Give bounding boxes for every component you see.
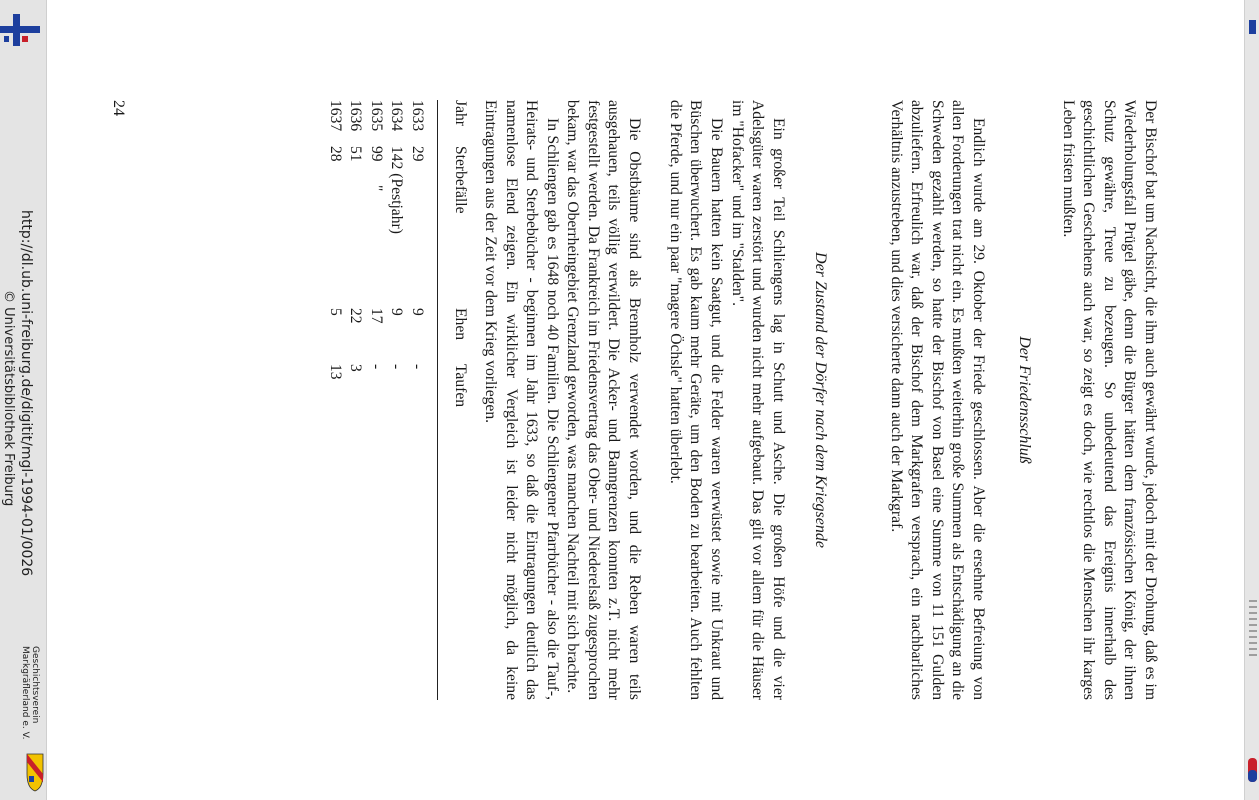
viewer-left-rail [0, 0, 47, 800]
adjacent-crest-icon [1246, 756, 1258, 784]
heading-zustand-doerfer: Der Zustand der Dörfer nach dem Kriegsende [812, 252, 829, 548]
publisher-name [20, 646, 40, 739]
publisher-line-2: Markgräflerland e. V. [20, 646, 30, 740]
ub-logo-icon[interactable] [0, 14, 40, 46]
paragraph-1: Der Bischof bat um Nachsicht, die ihm auch gewährt wurde, jedoch mit der Drohung, daß es im Wiederholungsfall Prügel gäbe, denn die Bürger hätten dem französischen König, der ihnen Schutz gewähre, Treue zu bezeugen. So unbedeutend das Ereignis innerhalb des geschichtlichen Geschehens auch war, so zeigt es doch, wie rechtlos die Menschen ihr karges Leben fristen mußten. [1060, 100, 1159, 700]
cell-marriages: 9 [388, 308, 406, 316]
table-row [366, 100, 387, 700]
paragraph-6: In Schliengen gab es 1648 noch 40 Familien. Die Schliengener Pfarrbücher - also die Tauf-, Heirats- und Sterbebücher - beginnen im Jahr 1633, so daß die Eintragungen deutlich das namenlose Elend zeigen. Ein wirklicher Vergleich ist leider nicht möglich, da keine Eintragungen aus der Zeit vor dem Krieg vorliegen. [482, 100, 561, 700]
header-jahr: Jahr [452, 100, 469, 126]
heading-friedensschluss: Der Friedensschluß [1016, 336, 1033, 464]
table-row [386, 100, 407, 700]
cell-deaths: 99 " [368, 146, 385, 192]
table-row [345, 100, 366, 700]
cell-year: 1637 [327, 100, 344, 132]
header-ehen: Ehen [452, 308, 469, 341]
paragraph-3: Ein großer Teil Schliengens lag in Schutt und Asche. Die großen Höfe und die vier Adelsgüter waren zerstört und wurden nicht mehr aufgebaut. Das gilt vor allem für die Häuser im "Hofacker" und im "Stalden". [729, 100, 787, 700]
crest-icon[interactable] [26, 752, 44, 792]
paragraph-5: Die Obstbäume sind als Brennholz verwendet worden, und die Reben waren teils ausgehauen, teils völlig verwildert. Die Acker- und Banngrenzen konnten z.T. nicht mehr festgestellt werden. Da Frankreich im Friedensvertrag das Ober- und Niederelsaß zugesprochen bekam, war das Oberrheingebiet Grenzland geworden, was manchen Nachteil mit sich brachte. [564, 100, 643, 700]
page-number: 24 [110, 100, 127, 116]
statistics-table [325, 100, 471, 700]
copyright-notice: © Universitätsbibliothek Freiburg [1, 290, 16, 507]
header-sterbefaelle: Sterbefälle [452, 146, 469, 214]
cell-deaths: 142 (Pestjahr) [388, 146, 406, 234]
viewer-right-rail [1244, 0, 1259, 800]
cell-baptisms: 3 [347, 364, 365, 372]
paragraph-2: Endlich wurde am 29. Oktober der Friede geschlossen. Aber die ersehnte Befreiung von allen Forderungen trat nicht ein. Es mußten weiterhin große Summen als Entschädigung an die Schweden gezahlt werden, so hatte der Bischof von Basel eine Summe von 11 151 Gulden abzuliefern. Erfreulich war, daß der Bischof dem Markgrafen versprach, ein nachbarliches Verhältnis anzustreben, und dies versicherte dann auch der Markgraf. [888, 100, 987, 700]
cell-deaths: 28 [327, 146, 344, 162]
header-taufen: Taufen [452, 364, 469, 408]
cell-marriages: 17 [368, 308, 385, 324]
cell-marriages: 5 [327, 308, 344, 316]
cell-year: 1633 [409, 100, 426, 132]
page-marker-icon [1248, 18, 1258, 38]
cell-baptisms: - [409, 364, 426, 370]
table-row [407, 100, 428, 700]
cell-baptisms: 13 [327, 364, 344, 380]
cell-year: 1634 [388, 100, 406, 132]
cell-deaths: 29 [409, 146, 426, 162]
cell-baptisms: - [388, 364, 406, 370]
paragraph-4: Die Bauern hatten kein Saatgut, und die Felder waren verwüstet sowie mit Unkraut und Büschen überwuchert. Es gab kaum mehr Geräte, um den Boden zu bearbeiten. Auch fehlten die Pferde, und nur ein paar "magere Öchsle" hatten überlebt. [667, 100, 725, 700]
adjacent-page-edge [1249, 600, 1257, 660]
document-url[interactable]: http://dl.ub.uni-freiburg.de/digitit/mgl-1994-01/0026 [18, 210, 34, 577]
table-row [325, 100, 346, 700]
publisher-line-1: Geschichtsverein [30, 646, 40, 724]
cell-baptisms: - [368, 364, 385, 370]
cell-deaths: 51 [347, 146, 365, 162]
cell-year: 1635 [368, 100, 385, 132]
table-header [446, 100, 470, 700]
table-rule [437, 100, 438, 700]
cell-year: 1636 [347, 100, 365, 132]
cell-marriages: 9 [409, 308, 426, 316]
cell-marriages: 22 [347, 308, 365, 324]
scanned-page [100, 100, 1160, 700]
